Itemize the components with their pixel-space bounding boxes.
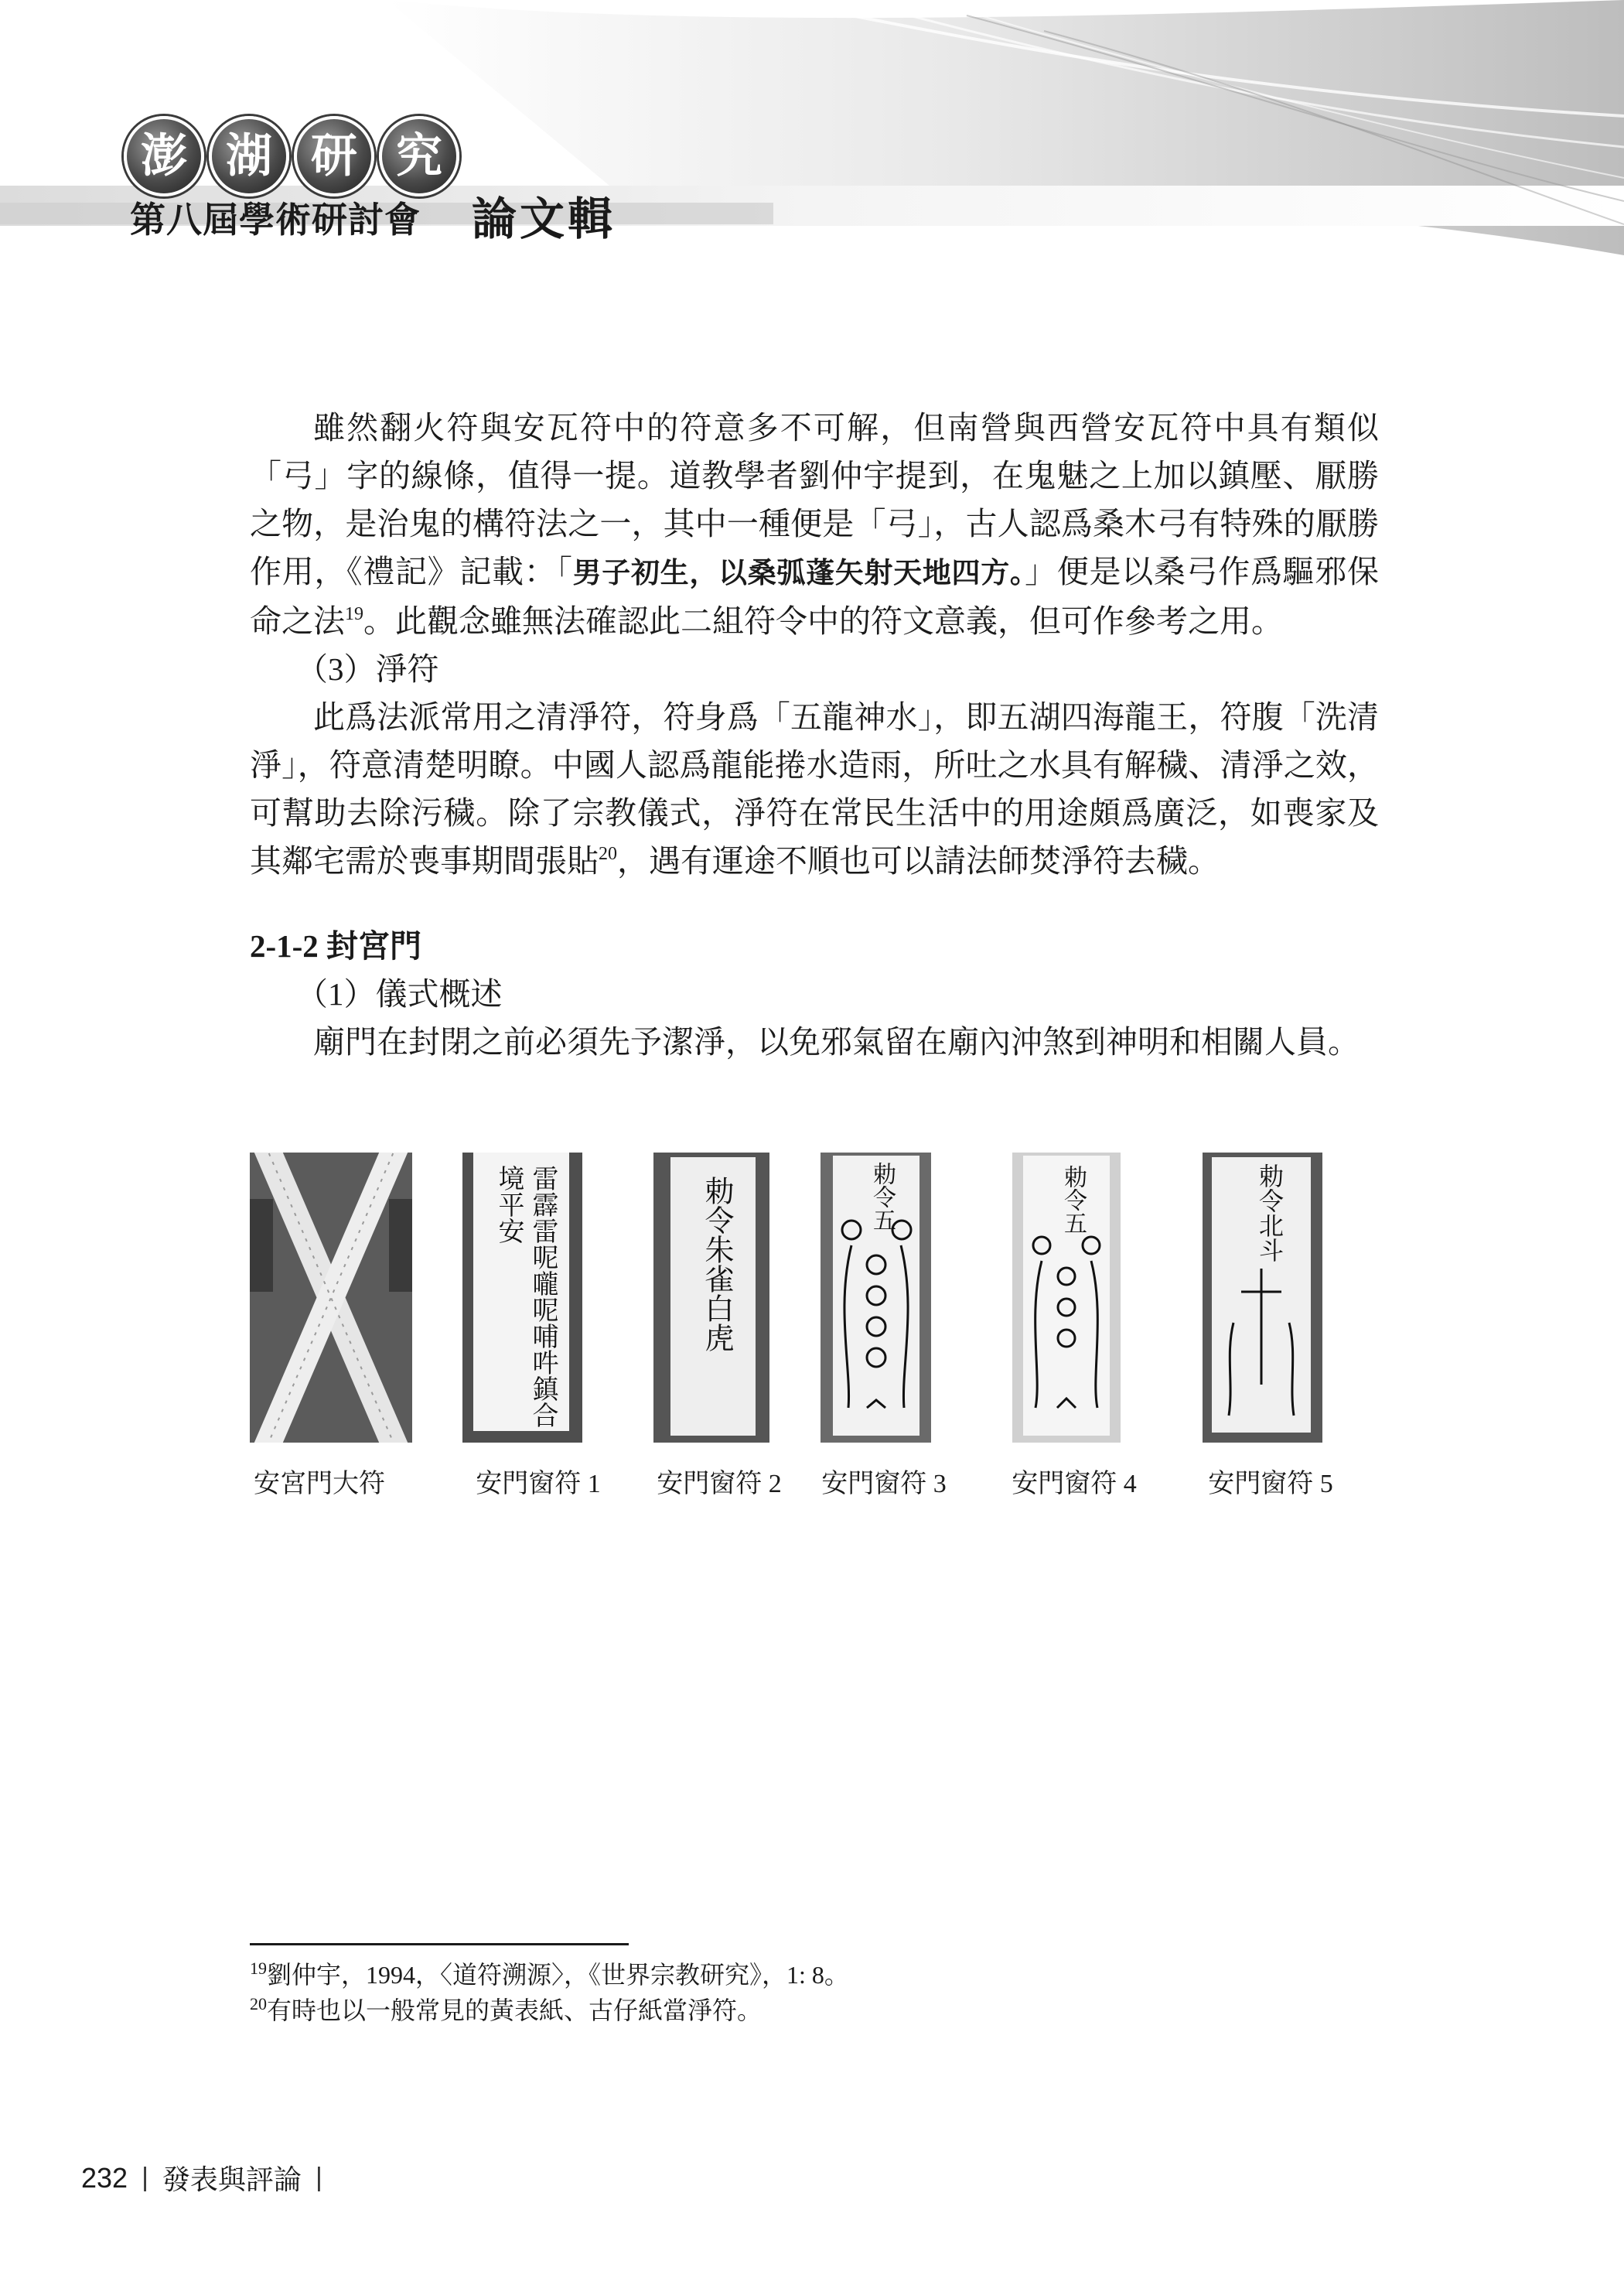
- figure-caption: 安門窗符 1: [476, 1470, 601, 1498]
- footnote-ref: 20: [599, 844, 617, 864]
- figure-gate-talisman: [250, 1153, 404, 1508]
- subheading-purifying-talisman: （3）淨符: [296, 651, 439, 687]
- figure-caption: 安門窗符 3: [821, 1470, 947, 1498]
- header-banner: [0, 0, 1624, 278]
- photo: [821, 1153, 931, 1443]
- talisman-glyphs: 勅令五: [1059, 1165, 1087, 1235]
- paragraph-text: 此爲法派常用之清淨符，符身爲「五龍神水」，即五湖四海龍王，符腹「洗清淨」，符意清楚明瞭。中國人認爲龍能捲水造雨，所吐之水具有解穢、清淨之效，可幫助去除污穢。除了宗教儀式，淨符在常民生活中的用途頗爲廣泛，如喪家及其鄰宅需於喪事期間張貼: [250, 699, 1379, 879]
- footnote-text: 有時也以一般常見的黃表紙、古仔紙當淨符。: [267, 1996, 763, 2024]
- figure-caption: 安門窗符 4: [1012, 1470, 1137, 1498]
- gate-talisman-image: [250, 1153, 412, 1443]
- footnote-number: 19: [250, 1959, 267, 1978]
- main-content: [250, 404, 1379, 1066]
- title-char: 湖: [209, 116, 289, 196]
- paragraph-text: 。此觀念雖無法確認此二組符令中的符文意義，但可作參考之用。: [363, 603, 1283, 639]
- title-char: 究: [379, 116, 459, 196]
- paragraph-text: 」便是以桑弓作爲驅邪保命之法: [250, 554, 1380, 639]
- talisman-glyphs: 雷霹雷呢嚨呢哺吽鎮合境平安: [493, 1165, 558, 1428]
- figure-window-talisman-3: [821, 1153, 975, 1508]
- footnote-20: [250, 1993, 1379, 2028]
- collection-title: 論文輯: [472, 193, 616, 245]
- talisman-glyphs: 勅令北斗: [1255, 1163, 1285, 1262]
- section-heading: 2-1-2 封宮門: [250, 928, 422, 964]
- footnote-ref: 19: [345, 604, 363, 624]
- photo: [462, 1153, 582, 1443]
- paragraph-purifying-talisman: [250, 693, 1379, 885]
- subheading-ritual-overview: （1）儀式概述: [296, 976, 503, 1012]
- figure-caption: 安門窗符 5: [1208, 1470, 1333, 1498]
- title-char: 研: [294, 116, 374, 196]
- liji-quote: 男子初生，以桑弧蓬矢射天地四方。: [572, 556, 1025, 589]
- footer-separator: |: [142, 2163, 148, 2192]
- paragraph-text: ，遇有運途不順也可以請法師焚淨符去穢。: [617, 843, 1220, 879]
- footnote-text: 劉仲宇，1994，〈道符溯源〉，《世界宗教研究》，1: 8。: [267, 1961, 849, 1989]
- photo: [250, 1153, 412, 1443]
- figure-window-talisman-5: [1203, 1153, 1357, 1508]
- journal-title: [124, 116, 459, 196]
- title-char: 澎: [124, 116, 204, 196]
- photo: [653, 1153, 769, 1443]
- talisman-figures: [250, 1153, 1379, 1508]
- footnote-19: [250, 1957, 1379, 1993]
- talisman-glyphs: 勅令朱雀白虎: [700, 1176, 734, 1352]
- paragraph-bow-symbol: [250, 404, 1379, 645]
- footnotes: [250, 1957, 1379, 2028]
- photo: [1012, 1153, 1121, 1443]
- photo: [1203, 1153, 1322, 1443]
- figure-window-talisman-1: [462, 1153, 617, 1508]
- paragraph-temple-gate: 廟門在封閉之前必須先予潔淨，以免邪氣留在廟內沖煞到神明和相關人員。: [313, 1024, 1360, 1060]
- figure-window-talisman-4: [1012, 1153, 1167, 1508]
- footnote-number: 20: [250, 1994, 267, 2013]
- conference-subtitle: 第八屆學術研討會: [130, 199, 421, 241]
- figure-window-talisman-2: [653, 1153, 808, 1508]
- footer-section: 發表與評論: [162, 2164, 302, 2195]
- footer-separator: |: [315, 2163, 322, 2192]
- talisman-glyphs: 勅令五: [868, 1162, 896, 1231]
- figure-caption: 安宮門大符: [254, 1470, 385, 1498]
- footnote-divider: [250, 1943, 629, 1945]
- figure-caption: 安門窗符 2: [657, 1470, 782, 1498]
- paragraph-text: 雖然翻火符與安瓦符中的符意多不可解，但南營與西營安瓦符中具有類似「弓」字的線條，值得一提。道教學者劉仲宇提到，在鬼魅之上加以鎮壓、厭勝之物，是治鬼的構符法之一，其中一種便是「弓」，古人認爲桑木弓有特殊的厭勝作用，《禮記》記載：「: [250, 410, 1379, 589]
- page-footer: [81, 2158, 322, 2198]
- page-number: 232: [81, 2161, 128, 2194]
